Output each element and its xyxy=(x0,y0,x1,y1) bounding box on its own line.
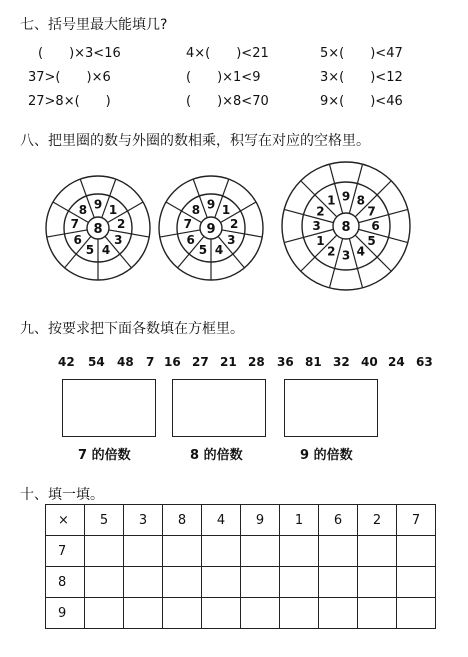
inner-ring-number: 1 xyxy=(221,202,231,217)
answer-cell[interactable] xyxy=(358,536,397,567)
inner-ring-number: 3 xyxy=(341,248,351,263)
inner-ring-number: 2 xyxy=(316,204,325,219)
multiply-sign: × xyxy=(46,505,85,536)
number-item: 21 xyxy=(220,355,237,369)
column-header: 3 xyxy=(124,505,163,536)
box-label: 9 的倍数 xyxy=(300,448,353,463)
multiplication-wheel xyxy=(282,162,410,290)
multiplication-wheels xyxy=(0,160,468,300)
number-item: 40 xyxy=(361,355,378,369)
answer-cell[interactable] xyxy=(319,567,358,598)
number-item: 24 xyxy=(388,355,405,369)
answer-cell[interactable] xyxy=(85,567,124,598)
wheel-spoke xyxy=(284,209,333,222)
inner-ring-number: 4 xyxy=(214,243,224,258)
number-item: 54 xyxy=(88,355,105,369)
answer-cell[interactable] xyxy=(397,536,436,567)
answer-cell[interactable] xyxy=(85,598,124,629)
wheel-spoke xyxy=(359,209,408,222)
column-header: 7 xyxy=(397,505,436,536)
inner-ring-number: 3 xyxy=(114,232,123,247)
table-header-row xyxy=(46,505,436,536)
answer-cell[interactable] xyxy=(280,536,319,567)
section-9-title: 九、按要求把下面各数填在方框里。 xyxy=(20,321,244,337)
inner-ring-number: 4 xyxy=(101,243,111,258)
equation: ( )×3<16 xyxy=(38,46,121,61)
answer-cell[interactable] xyxy=(202,536,241,567)
answer-cell[interactable] xyxy=(358,567,397,598)
inner-ring-number: 8 xyxy=(356,193,365,208)
inner-ring-number: 1 xyxy=(108,202,118,217)
answer-cell[interactable] xyxy=(124,598,163,629)
equation: 5×( )<47 xyxy=(320,46,403,61)
center-number: 8 xyxy=(93,222,103,237)
answer-cell[interactable] xyxy=(124,567,163,598)
center-number: 9 xyxy=(206,222,216,237)
table-row xyxy=(46,536,436,567)
inner-ring-number: 9 xyxy=(341,189,351,204)
inner-ring-number: 6 xyxy=(371,219,380,233)
answer-cell[interactable] xyxy=(202,567,241,598)
number-item: 42 xyxy=(58,355,75,369)
box-label: 8 的倍数 xyxy=(190,448,243,463)
equation: 27>8×( ) xyxy=(28,94,111,109)
equation: ( )×1<9 xyxy=(186,70,261,85)
answer-cell[interactable] xyxy=(202,598,241,629)
answer-cell[interactable] xyxy=(163,567,202,598)
number-item: 63 xyxy=(416,355,433,369)
inner-ring-number: 9 xyxy=(206,197,216,212)
column-header: 2 xyxy=(358,505,397,536)
wheel-spoke xyxy=(284,229,333,242)
inner-ring-number: 7 xyxy=(70,216,80,231)
number-item: 16 xyxy=(164,355,181,369)
answer-cell[interactable] xyxy=(397,598,436,629)
equation: 3×( )<12 xyxy=(320,70,403,85)
inner-ring-number: 4 xyxy=(356,244,365,259)
number-item: 7 xyxy=(146,355,155,369)
inner-ring-number: 2 xyxy=(229,216,239,231)
answer-cell[interactable] xyxy=(358,598,397,629)
row-header: 9 xyxy=(46,598,85,629)
answer-box-multiples-of-8[interactable] xyxy=(172,379,266,437)
section-7-title: 七、括号里最大能填几? xyxy=(20,17,168,33)
wheel-spoke xyxy=(359,229,408,242)
answer-cell[interactable] xyxy=(124,536,163,567)
table-row xyxy=(46,598,436,629)
row-header: 8 xyxy=(46,567,85,598)
column-header: 5 xyxy=(85,505,124,536)
inner-ring-number: 7 xyxy=(183,216,193,231)
answer-box-multiples-of-7[interactable] xyxy=(62,379,156,437)
number-list xyxy=(0,355,468,371)
inner-ring-number: 9 xyxy=(93,197,103,212)
answer-cell[interactable] xyxy=(85,536,124,567)
inner-ring-number: 1 xyxy=(327,193,336,208)
number-item: 36 xyxy=(277,355,294,369)
equation: 9×( )<46 xyxy=(320,94,403,109)
table-row xyxy=(46,567,436,598)
column-header: 6 xyxy=(319,505,358,536)
inner-ring-number: 2 xyxy=(327,244,336,259)
multiplication-wheel xyxy=(159,176,263,280)
inner-ring-number: 1 xyxy=(316,233,325,248)
inner-ring-number: 7 xyxy=(367,204,376,219)
answer-cell[interactable] xyxy=(397,567,436,598)
answer-cell[interactable] xyxy=(163,598,202,629)
multiplication-table xyxy=(45,504,436,629)
column-header: 8 xyxy=(163,505,202,536)
answer-box-multiples-of-9[interactable] xyxy=(284,379,378,437)
number-item: 27 xyxy=(192,355,209,369)
section-10-title: 十、填一填。 xyxy=(20,487,104,503)
multiplication-wheel xyxy=(46,176,150,280)
row-header: 7 xyxy=(46,536,85,567)
center-number: 8 xyxy=(341,220,351,235)
section-8-title: 八、把里圈的数与外圈的数相乘，积写在对应的空格里。 xyxy=(20,133,370,149)
answer-cell[interactable] xyxy=(280,598,319,629)
number-item: 81 xyxy=(305,355,322,369)
equation: ( )×8<70 xyxy=(186,94,269,109)
column-header: 9 xyxy=(241,505,280,536)
number-item: 32 xyxy=(333,355,350,369)
box-label: 7 的倍数 xyxy=(78,448,131,463)
answer-cell[interactable] xyxy=(241,567,280,598)
number-item: 28 xyxy=(248,355,265,369)
column-header: 1 xyxy=(280,505,319,536)
inner-ring-number: 3 xyxy=(227,232,236,247)
answer-cell[interactable] xyxy=(241,598,280,629)
inner-ring-number: 6 xyxy=(186,232,195,247)
equation: 37>( )×6 xyxy=(28,70,111,85)
inner-ring-number: 8 xyxy=(191,202,201,217)
answer-cell[interactable] xyxy=(163,536,202,567)
inner-ring-number: 5 xyxy=(85,243,95,258)
column-header: 4 xyxy=(202,505,241,536)
inner-ring-number: 3 xyxy=(312,219,321,233)
answer-cell[interactable] xyxy=(319,536,358,567)
answer-cell[interactable] xyxy=(241,536,280,567)
answer-cell[interactable] xyxy=(319,598,358,629)
inner-ring-number: 2 xyxy=(116,216,126,231)
inner-ring-number: 5 xyxy=(367,233,376,248)
inner-ring-number: 6 xyxy=(73,232,82,247)
number-item: 48 xyxy=(117,355,134,369)
equation: 4×( )<21 xyxy=(186,46,269,61)
answer-cell[interactable] xyxy=(280,567,319,598)
inner-ring-number: 8 xyxy=(78,202,88,217)
inner-ring-number: 5 xyxy=(198,243,208,258)
